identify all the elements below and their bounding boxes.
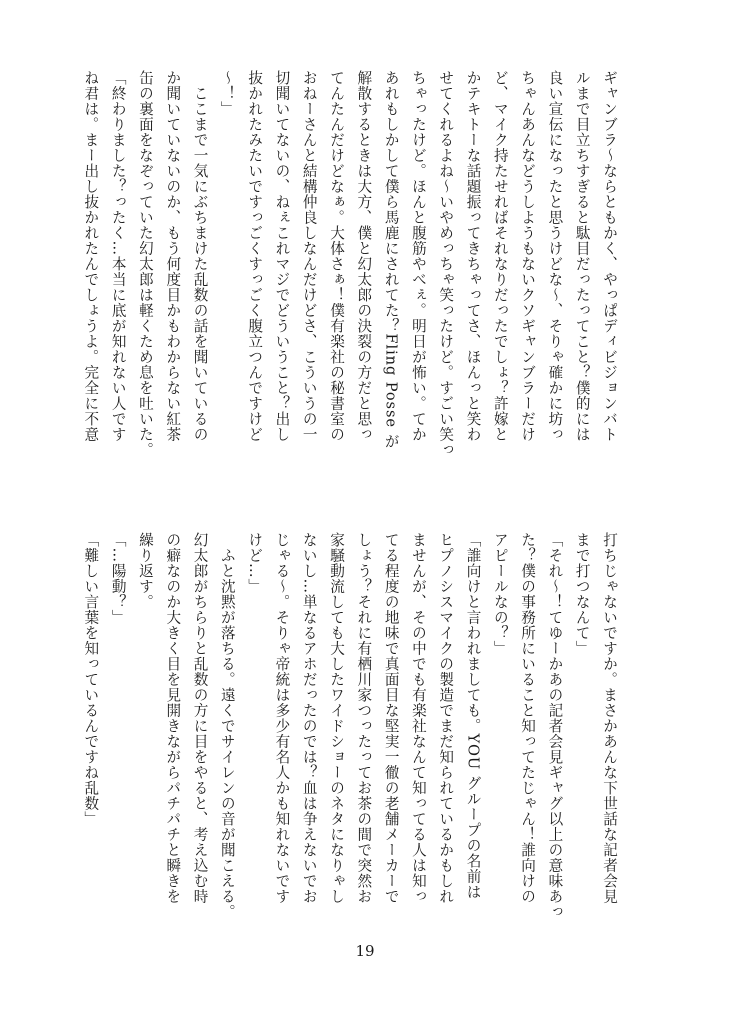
text-column: ヒプノシスマイクの製造でまだ知られているかもしれ [437,532,455,904]
text-column: ね君は。まー出し抜かれたんでしょうよ。完全に不意 [82,70,100,442]
text-column: おねーさんと結構仲良しなんだけどさ、こういうの一 [300,70,318,442]
text-column: ちゃったけど。ほんと腹筋やべぇ。明日が怖い。てか [409,70,427,442]
text-column: ませんが、その中でも有楽社なんて知ってる人は知っ [409,532,427,904]
text-column: ないし…単なるアホだったのでは？血は争えないでお [300,532,318,904]
text-column: 「終わりました？ったく…本当に底が知れない人です [109,70,127,442]
text-column: 切聞いてないの、ねぇこれマジでどういうこと？出し [273,70,291,442]
text-column: ギャンブラ〜ならともかく、やっぱディビジョンバト [601,70,618,442]
text-column: 家騒動流しても大したワイドショーのネタになりゃし [328,532,346,904]
text-column: しょう？それに有栖川家つったってお茶の間で突然お [355,532,373,904]
text-column: てる程度の地味で真面目な堅実一徹の老舗メーカーで [382,532,400,904]
text-column: 打ちじゃないですか。まさかあんな下世話な記者会見 [601,532,618,904]
lower-text-block [82,532,623,952]
text-column: 抜かれたみたいですっごくすっごく腹立つんですけど [246,70,264,442]
text-column: かテキトーな話題振ってきちゃってさ、ほんっと笑わ [464,70,482,442]
text-column: まで打つなんて」 [573,532,591,656]
text-column: ルまで目立ちすぎると駄目だったってこと？僕的には [573,70,591,442]
text-column: 「難しい言葉を知っているんですね乱数」 [82,532,100,827]
text-column: アピールなの？」 [491,532,509,656]
text-column: てんたんだけどなぁ。大体さぁ！僕有楽社の秘書室の [328,70,346,442]
page-number: 19 [355,942,375,960]
text-column: た？僕の事務所にいること知ってたじゃん！誰向けの [519,532,537,904]
text-column: 缶の裏面をなぞっていた幻太郎は軽くため息を吐いた。 [136,70,154,458]
text-column: ここまで一気にぶちまけた乱数の話を聞いているの [191,70,209,442]
text-column: の癖なのか大きく目を見開きながらパチパチと瞬きを [164,532,182,904]
text-column: 繰り返す。 [136,532,154,610]
text-column: ど、マイク持たせればそれなりだったでしょ？許嫁と [491,70,509,442]
text-column: 〜！」 [218,70,236,117]
text-column: けど…」 [246,532,264,594]
text-column: あれもしかして僕ら馬鹿にされてた？Fling Posse が [382,70,400,449]
text-column: ちゃんあんなどうしようもないクソギャンブラーだけ [519,70,537,442]
text-column: じゃる〜。そりゃ帝統は多少有名人かも知れないです [273,532,291,904]
text-column: ふと沈黙が落ちる。遠くでサイレンの音が聞こえる。 [218,532,236,920]
text-column: 「誰向けと言われましても。YOU グループの名前は [464,532,482,900]
text-column: せてくれるよね〜いやめっちゃ笑ったけど。すごい笑っ [437,70,455,458]
text-column: 良い宣伝になったと思うけどな〜、そりゃ確かに坊っ [546,70,564,442]
text-column: 幻太郎がちらりと乱数の方に目をやると、考え込む時 [191,532,209,904]
text-column: 「…陽動？」 [109,532,127,625]
text-column: 「それ〜！てゆーかあの記者会見ギャグ以上の意味あっ [546,532,564,920]
text-column: か聞いていないのか、もう何度目かもわからない紅茶 [164,70,182,442]
text-column: 解散するときは大方、僕と幻太郎の決裂の方だと思っ [355,70,373,442]
upper-text-block [82,70,623,490]
